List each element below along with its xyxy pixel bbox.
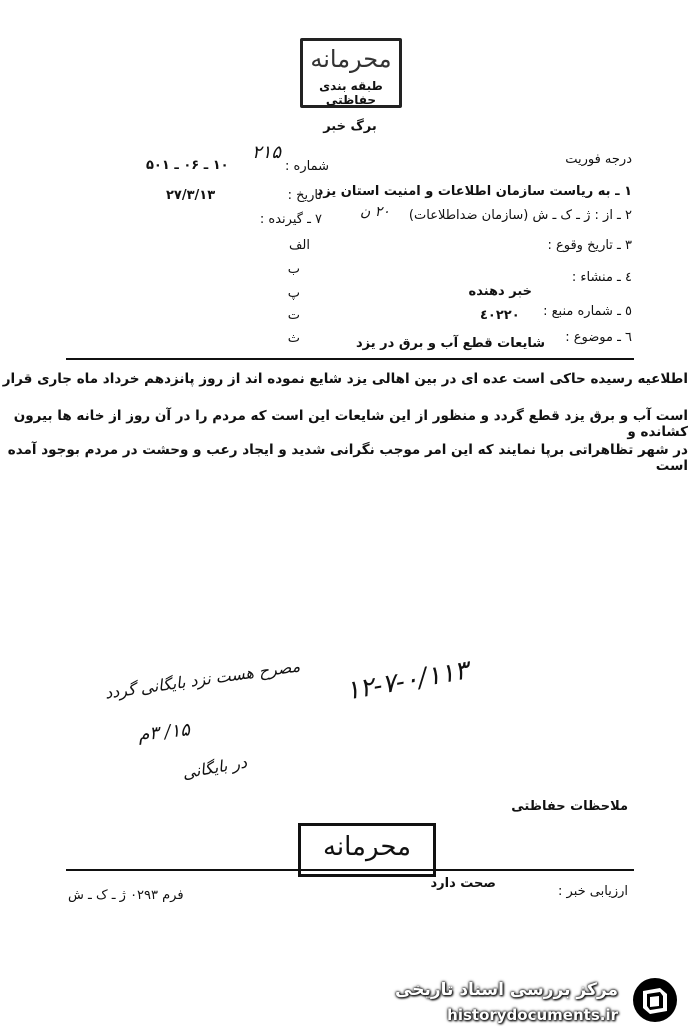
recipient-letter-1: الف — [288, 238, 310, 253]
subject-value: شایعات قطع آب و برق در یزد — [355, 336, 545, 351]
recipient-line: ۱ ـ به ریاست سازمان اطلاعات و امنیت استان یزد — [316, 184, 632, 199]
body-line-1: اطلاعیه رسیده حاکی است عده ای در بین اهالی یزد شایع نموده اند از روز پانزدهم خرداد ماه جاری قرار — [2, 371, 688, 387]
footer-separator-line — [66, 869, 634, 871]
form-code: فرم ۰۲۹۳ ژ ـ ک ـ ش — [68, 888, 184, 903]
confidential-stamp-text: محرمانه — [322, 832, 412, 862]
document-title: برگ خبر — [323, 119, 377, 134]
date-value: ۲۷/۳/۱۳ — [166, 188, 216, 203]
handwritten-reference: ۱۲-۷-۰/۱۱۳ — [343, 655, 471, 707]
watermark-url: historydocuments.ir — [447, 1006, 618, 1024]
handwritten-note-1: مصرح هست نزد بایگانی گردد — [103, 656, 302, 703]
classification-stamp — [300, 38, 402, 108]
source-number-label: ٥ ـ شماره منبع : — [543, 304, 632, 319]
evaluation-value: صحت دارد — [430, 876, 496, 891]
origin-label: ٤ ـ منشاء : — [571, 270, 632, 285]
receiver-label: ۷ ـ گیرنده : — [259, 212, 322, 227]
separator-line — [66, 358, 634, 360]
number-handwritten: ۲۱۵ — [252, 142, 282, 163]
recipient-letter-4: ت — [287, 308, 300, 323]
handwritten-note-3: در بایگانی — [180, 752, 249, 783]
history-documents-logo-icon — [630, 976, 680, 1024]
number-label: شماره : — [285, 159, 329, 174]
recipient-letter-2: ب — [287, 262, 300, 277]
sender-line: ۲ ـ از : ژ ـ ک ـ ش (سازمان ضداطلاعات) — [408, 208, 632, 223]
evaluation-label: ارزیابی خبر : — [558, 884, 628, 899]
recipient-letter-5: ث — [287, 331, 300, 346]
urgency-label: درجه فوریت — [565, 152, 632, 167]
stamp-main-text: محرمانه — [310, 45, 392, 73]
body-line-2: است آب و برق یزد قطع گردد و منظور از این شایعات این است که مردم را در آن روز از خانه ها بیرون کشانده و — [13, 408, 688, 440]
recipient-letter-3: پ — [287, 286, 300, 301]
body-line-3: در شهر تظاهراتی برپا نمایند که این امر موجب نگرانی شدید و ایجاد رعب و وحشت در مردم بوجود آمده است — [7, 442, 688, 474]
date-label: تاریخ : — [287, 188, 322, 203]
stamp-sub-text: طبقه بندی حفاظتی — [319, 79, 383, 107]
watermark-title: مرکز بررسی اسناد تاریخی — [395, 980, 618, 1000]
remarks-label: ملاحظات حفاظتی — [511, 799, 628, 814]
source-number-value: ٤۰۲۲۰ — [480, 308, 520, 323]
origin-value: خبر دهنده — [468, 284, 532, 299]
subject-label: ٦ ـ موضوع : — [565, 330, 632, 345]
number-value: ۱۰ ـ ۰۶ ـ ۵۰۱ — [146, 158, 229, 173]
sender-handwritten: ۲۰ ن — [360, 204, 390, 220]
occurrence-date-label: ۳ ـ تاریخ وقوع : — [547, 238, 632, 253]
handwritten-note-2: ۱۵/ ۳م — [137, 719, 191, 746]
